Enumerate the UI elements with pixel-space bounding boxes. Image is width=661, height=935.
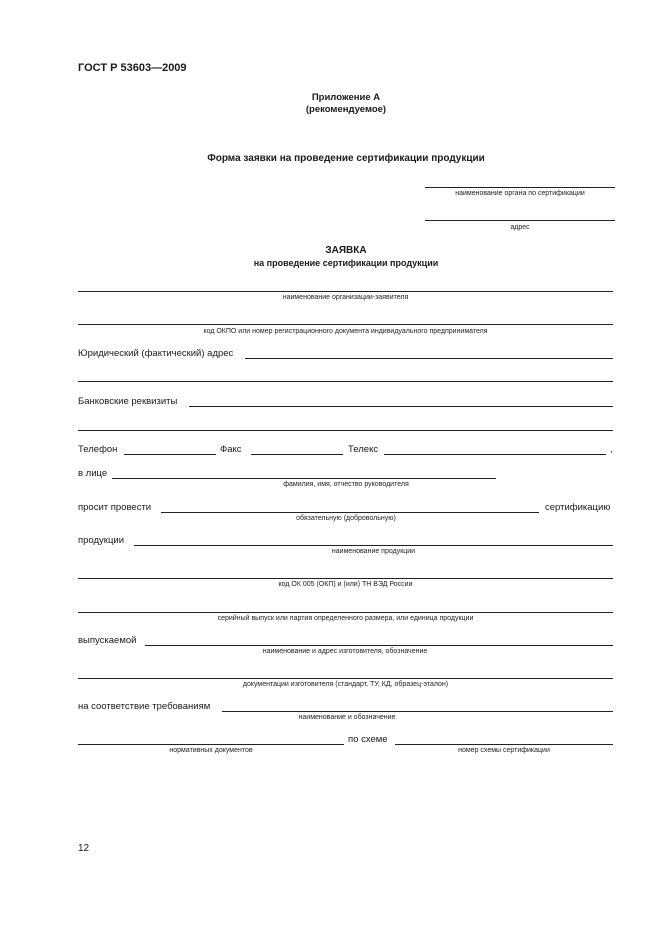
- authority-address-caption: адрес: [510, 224, 530, 231]
- scheme-label: по схеме: [348, 734, 388, 745]
- legal-address-label: Юридический (фактический) адрес: [78, 348, 234, 359]
- fax-label: Факс: [220, 444, 242, 455]
- okp-caption: код ОК 005 (ОКП) и (или) ТН ВЭД России: [278, 581, 413, 588]
- authority-name-line: [425, 187, 615, 188]
- phone-line: [124, 454, 216, 455]
- form-title: Форма заявки на проведение сертификации продукции: [207, 153, 485, 164]
- standard-code: ГОСТ Р 53603—2009: [78, 62, 187, 74]
- application-subtitle: на проведение сертификации продукции: [253, 258, 439, 268]
- manufacturer-line: [145, 645, 613, 646]
- comma: ,: [610, 444, 613, 455]
- telex-label: Телекс: [348, 444, 379, 455]
- telex-line: [384, 454, 606, 455]
- legal-address-line: [245, 358, 613, 359]
- bank-line: [189, 406, 613, 407]
- page-number: 12: [78, 843, 90, 854]
- manufacturer-caption: наименование и адрес изготовителя, обозначение: [262, 648, 428, 655]
- docs-caption: документации изготовителя (стандарт, ТУ, КД, образец-эталон): [242, 681, 449, 688]
- org-name-line: [78, 291, 613, 292]
- manufactured-label: выпускаемой: [78, 635, 137, 646]
- phone-label: Телефон: [78, 444, 118, 455]
- certification-label: сертификацию: [545, 502, 611, 513]
- authority-address-line: [425, 220, 615, 221]
- product-caption: наименование продукции: [331, 548, 416, 555]
- org-name-caption: наименование организации-заявителя: [282, 294, 409, 301]
- cert-type-line: [161, 512, 539, 513]
- bank-line-2: [78, 430, 613, 431]
- requests-label: просит провести: [78, 502, 152, 513]
- okp-line: [78, 578, 613, 579]
- normative-caption: нормативных документов: [169, 747, 253, 754]
- product-label: продукции: [78, 535, 125, 546]
- appendix-subtitle: (рекомендуемое): [305, 104, 387, 115]
- batch-line: [78, 612, 613, 613]
- requirements-line: [222, 711, 613, 712]
- cert-type-caption: обязательную (добровольную): [296, 515, 396, 522]
- scheme-line: [395, 744, 613, 745]
- docs-line: [78, 678, 613, 679]
- bank-label: Банковские реквизиты: [78, 396, 178, 407]
- appendix-title: Приложение А: [311, 92, 381, 103]
- normative-line: [78, 744, 344, 745]
- okpo-line: [78, 324, 613, 325]
- okpo-caption: код ОКПО или номер регистрационного документа индивидуального предпринимателя: [203, 328, 488, 335]
- head-line: [112, 478, 496, 479]
- legal-address-line-2: [78, 381, 613, 382]
- authority-name-caption: наименование органа по сертификации: [455, 190, 585, 197]
- requirements-caption: наименование и обозначение: [298, 714, 396, 721]
- represented-by-label: в лице: [78, 468, 108, 479]
- product-line: [134, 545, 613, 546]
- compliance-label: на соответствие требованиям: [78, 701, 211, 712]
- batch-caption: серийный выпуск или партия определенного размера, или единица продукции: [217, 615, 474, 622]
- fax-line: [251, 454, 343, 455]
- scheme-caption: номер схемы сертификации: [458, 747, 550, 754]
- head-caption: фамилия, имя, отчество руководителя: [283, 481, 409, 488]
- application-title: ЗАЯВКА: [325, 245, 367, 256]
